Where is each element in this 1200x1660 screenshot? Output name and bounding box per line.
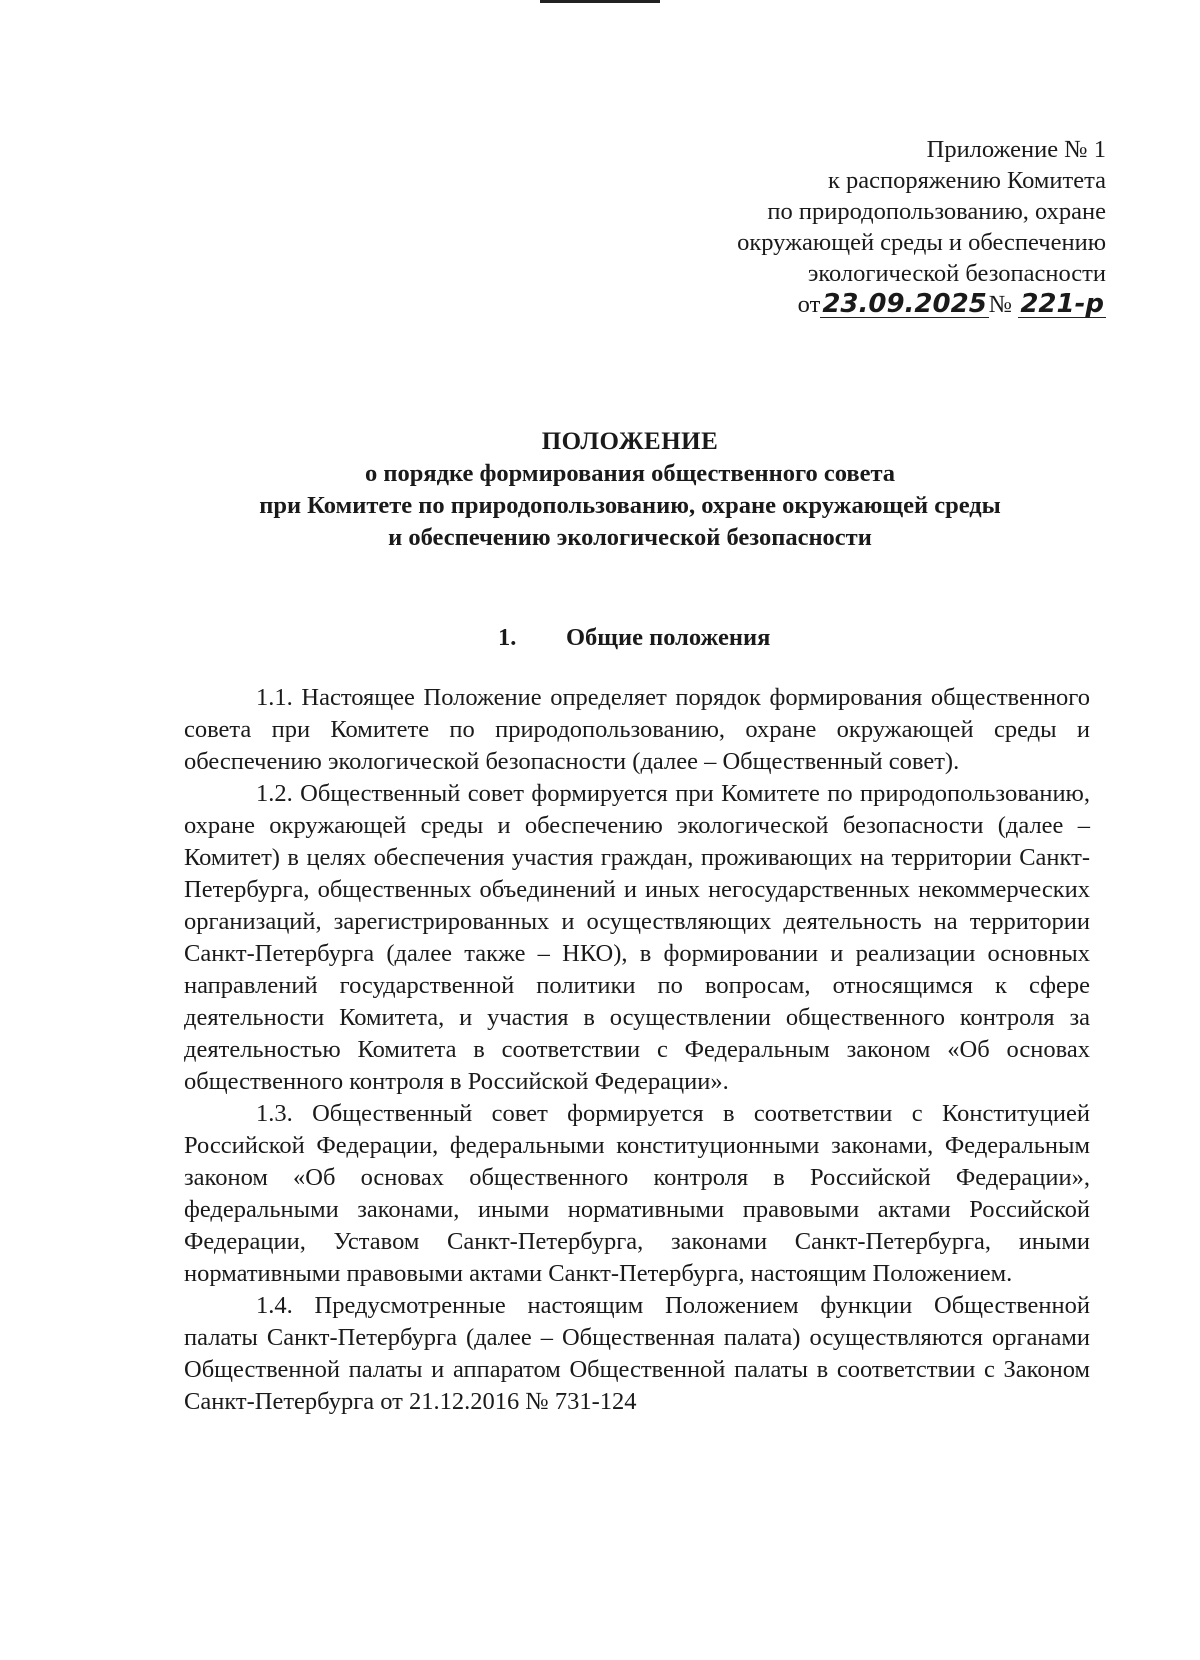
paragraph: 1.2. Общественный совет формируется при Комитете по природопользованию, охране окружающей среды и обеспечению экологической безопасности (далее – Комитет) в целях обеспечения участия граждан, проживающих на территории Санкт-Петербурга, общественных объединений и иных негосударственных некоммерческих организаций, зарегистрированных и осуществляющих деятельность на территории Санкт-Петербурга (далее также – НКО), в формировании и реализации основных направлений государственной политики по вопросам, относящимся к сфере деятельности Комитета, и участия в осуществлении общественного контроля за деятельностью Комитета в соответствии с Федеральным законом «Об основах общественного контроля в Российской Федерации». [184,780,1090,1095]
appendix-block [737,134,1106,320]
document-subtitle-line: при Комитете по природопользованию, охране окружающей среды [259,492,1001,519]
document-title-block [170,426,1090,554]
date-prefix: от [797,291,821,318]
number-prefix: № [988,291,1013,318]
document-subtitle-line: и обеспечению экологической безопасности [388,524,872,551]
appendix-line: по природопользованию, охране [767,198,1106,225]
document-title: ПОЛОЖЕНИЕ [541,428,719,455]
handwritten-date: 23.09.2025 [822,289,987,319]
handwritten-number: 221-р [1020,289,1104,319]
body-text [184,682,1090,1418]
appendix-line: экологической безопасности [807,260,1106,287]
section-number: 1. [498,624,517,651]
appendix-line: Приложение № 1 [926,136,1106,163]
paragraph: 1.4. Предусмотренные настоящим Положением функции Общественной палаты Санкт-Петербурга (далее – Общественная палата) осуществляются органами Общественной палаты и аппаратом Общественной палаты в соответствии с Законом Санкт-Петербурга от 21.12.2016 № 731-124 [184,1292,1090,1415]
section-heading [498,622,770,654]
section-title: Общие положения [566,624,771,651]
appendix-line: к распоряжению Комитета [827,167,1106,194]
paragraph: 1.3. Общественный совет формируется в соответствии с Конституцией Российской Федерации, федеральными конституционными законами, Федеральным законом «Об основах общественного контроля в Российской Федерации», федеральными законами, иными нормативными правовыми актами Российской Федерации, Уставом Санкт-Петербурга, законами Санкт-Петербурга, иными нормативными правовыми актами Санкт-Петербурга, настоящим Положением. [184,1100,1090,1287]
top-edge-mark [540,0,660,3]
document-subtitle-line: о порядке формирования общественного совета [364,460,896,487]
appendix-date-line [737,289,1106,320]
appendix-line: окружающей среды и обеспечению [737,229,1106,256]
paragraph: 1.1. Настоящее Положение определяет порядок формирования общественного совета при Комитете по природопользованию, охране окружающей среды и обеспечению экологической безопасности (далее – Общественный совет). [184,684,1090,775]
